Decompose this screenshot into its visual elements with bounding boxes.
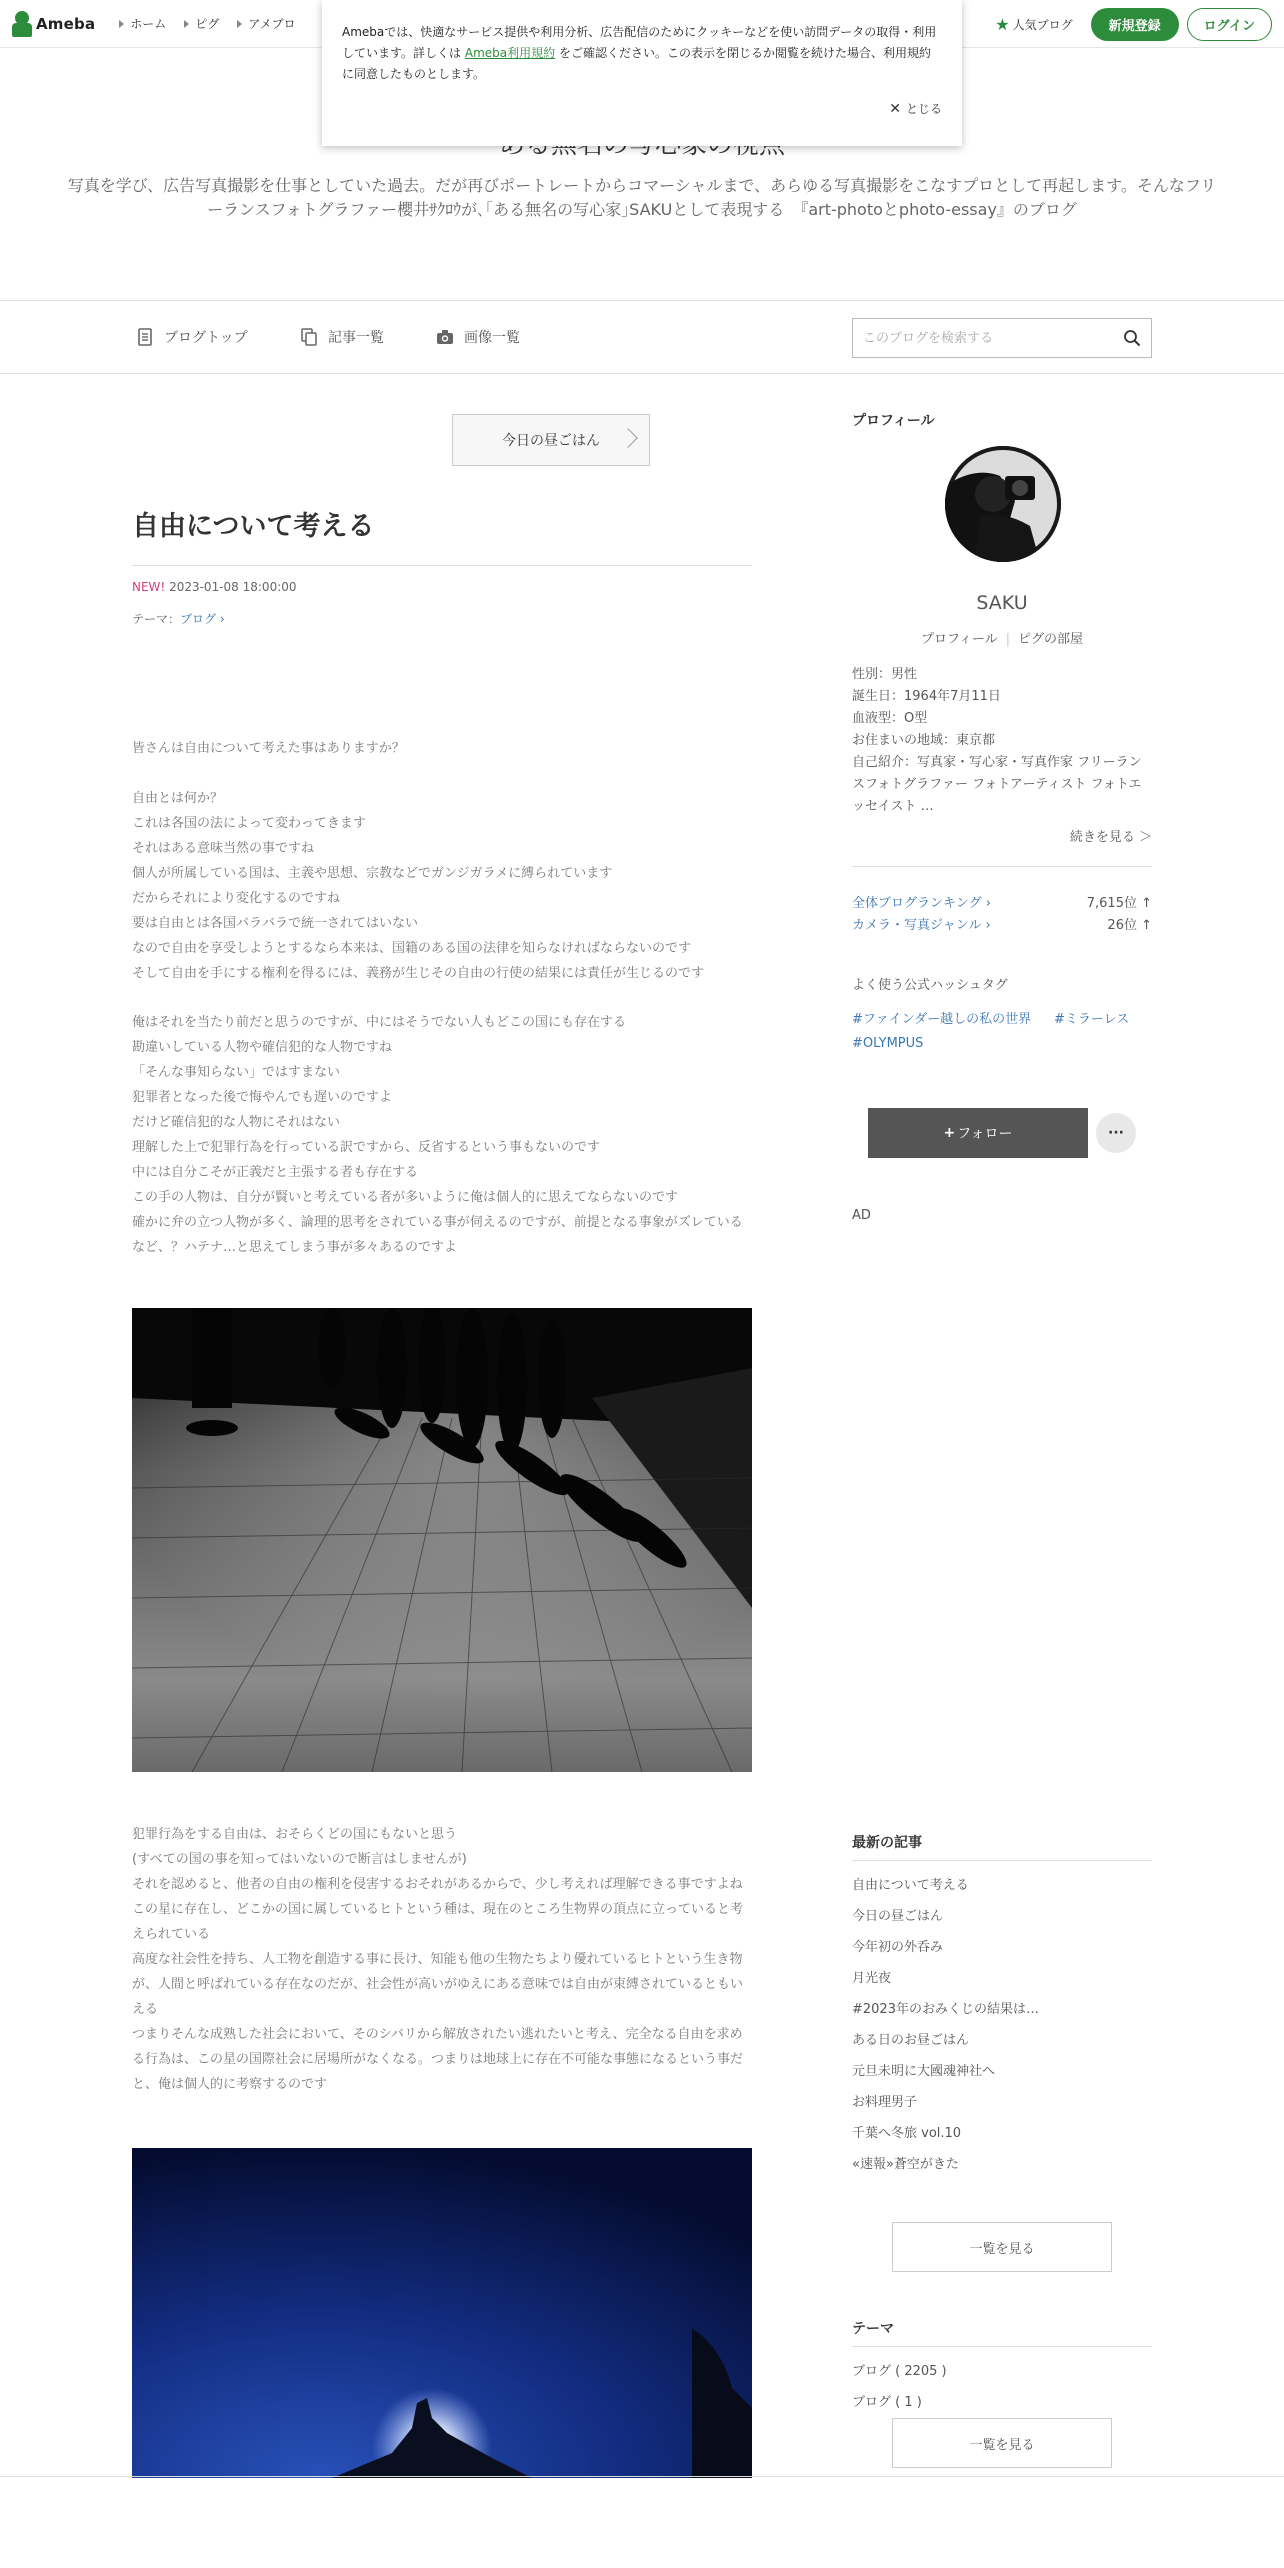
nav-ameblo-label: アメブロ — [248, 17, 296, 31]
nav-pig[interactable] — [184, 15, 219, 32]
blog-search-input[interactable] — [863, 331, 1123, 346]
hashtag-link[interactable]: #ミラーレス — [1054, 1012, 1130, 1027]
rank-all-link[interactable]: 全体ブログランキング › — [852, 896, 991, 911]
entry-meta — [132, 580, 297, 594]
rank-all-value: 7,615位 ↑ — [1086, 896, 1152, 911]
follow-button[interactable] — [868, 1108, 1088, 1158]
nav-blog-top[interactable] — [136, 327, 248, 347]
entry-theme — [132, 610, 225, 627]
nav-image-list-label: 画像一覧 — [464, 330, 520, 346]
theme-item[interactable]: ブログ ( 1 ) — [852, 2395, 922, 2410]
triangle-icon — [237, 20, 242, 28]
login-button[interactable]: ログイン — [1187, 8, 1272, 41]
profile-intro: 自己紹介：写真家・写心家・写真作家 フリーランスフォトグラファー フォトアーティスト フォトエッセイスト … — [852, 755, 1142, 814]
top-right-actions — [995, 8, 1272, 41]
entry-paragraph-2: 自由とは何か？ これは各国の法によって変わってきます それはある意味当然の事ですね 個人が所属している国は、主義や思想、宗教などでガンジガラメに縛られています だからそれにより変化するのですね 要は自由とは各国バラバラで統一されてはいない なので自由を享受しようとするなら本来は、国籍のある国の法律を知らなければならないのです そして自由を手にする権利を得るには、義務が生じその自由の行使の結果には責任が生じるのです — [132, 791, 705, 981]
rank-genre — [852, 914, 1152, 933]
new-badge: NEW! — [132, 580, 166, 594]
rank-all-label: 全体ブログランキング — [852, 896, 982, 911]
theme-link-label: ブログ — [180, 612, 217, 626]
ameba-logo[interactable] — [12, 11, 95, 37]
triangle-icon — [119, 20, 124, 28]
recent-entry-item[interactable]: 元旦未明に大國魂神社へ — [852, 2064, 996, 2079]
recent-entry-item[interactable]: «速報»蒼空がきた — [852, 2157, 959, 2172]
recent-entry-item[interactable]: 今日の昼ごはん — [852, 1909, 944, 1924]
avatar-image — [945, 446, 1061, 562]
copy-icon — [300, 328, 318, 346]
themes-more-button[interactable]: 一覧を見る — [892, 2418, 1112, 2468]
recent-entry-item[interactable]: 千葉へ冬旅 vol.10 — [852, 2126, 962, 2141]
divider — [852, 866, 1152, 867]
ameba-logo-icon — [12, 11, 32, 37]
profile-info — [852, 664, 1152, 818]
camera-icon — [436, 328, 454, 346]
nav-ameblo[interactable] — [237, 15, 295, 32]
link-separator: | — [1005, 632, 1011, 647]
rank-genre-label: カメラ・写真ジャンル — [852, 918, 982, 933]
recent-entry-item[interactable]: 今年初の外呑み — [852, 1940, 944, 1955]
recent-entry-item[interactable]: 月光夜 — [852, 1971, 892, 1986]
chevron-right-icon — [618, 428, 638, 448]
entry-paragraph-3: 俺はそれを当たり前だと思うのですが、中にはそうでない人もどこの国にも存在する 勘違いしている人物や確信犯的な人物ですね 「そんな事知らない」ではすまない 犯罪者となった後で悔やんでも遅いのですよ だけど確信犯的な人物にそれはない 理解した上で犯罪行為を行っている訳ですから、反省するという事もないのです 中には自分こそが正義だと主張する者も存在する この手の人物は、自分が賢いと考えている者が多いように俺は個人的に思えてならないのです 確かに弁の立つ人物が多く、論理的思考をされている事が伺えるのですが、前提となる事象がズレているなど、？ハテナ…と思えてしまう事が多々あるのですよ — [132, 1015, 743, 1255]
prev-entry-button[interactable] — [452, 414, 650, 466]
hashtag-title: よく使う公式ハッシュタグ — [852, 978, 1008, 993]
pig-room-link[interactable]: ピグの部屋 — [1018, 632, 1084, 647]
nav-entry-list-label: 記事一覧 — [328, 330, 384, 346]
nav-home[interactable] — [119, 15, 166, 32]
entry-paragraph-1: 皆さんは自由について考えた事はありますか？ — [132, 741, 405, 756]
rank-all — [852, 892, 1152, 911]
recent-entry-item[interactable]: #2023年のおみくじの結果は… — [852, 2002, 1039, 2017]
theme-prefix: テーマ： — [132, 612, 181, 626]
profile-link[interactable]: プロフィール — [920, 632, 998, 647]
profile-section-title: プロフィール — [852, 413, 935, 429]
cookie-close-label: とじる — [905, 102, 942, 116]
nav-home-label: ホーム — [130, 17, 167, 31]
recent-entries-title: 最新の記事 — [852, 1832, 1152, 1861]
star-icon: ★ — [995, 15, 1010, 34]
more-menu-button[interactable]: ··· — [1096, 1113, 1136, 1153]
recent-entry-item[interactable]: お料理男子 — [852, 2095, 918, 2110]
terms-link[interactable]: Ameba利用規約 — [464, 46, 556, 60]
profile-links — [852, 628, 1152, 647]
plus-icon: + — [943, 1125, 956, 1141]
theme-link[interactable]: ブログ › — [180, 612, 225, 626]
follow-label: フォロー — [957, 1126, 1013, 1142]
profile-avatar[interactable] — [945, 446, 1061, 562]
footer-divider — [0, 2476, 1284, 2477]
entry-date: 2023-01-08 18:00:00 — [169, 580, 297, 594]
logo-text: Ameba — [36, 14, 96, 33]
theme-item[interactable]: ブログ ( 2205 ) — [852, 2364, 947, 2379]
profile-more-link[interactable]: 続きを見る ＞ — [1069, 830, 1152, 845]
register-button[interactable]: 新規登録 — [1091, 8, 1179, 41]
cookie-banner — [322, 0, 962, 146]
profile-blood: 血液型：O型 — [852, 711, 928, 726]
popular-label: 人気ブログ — [1012, 18, 1073, 32]
profile-name[interactable]: SAKU — [976, 592, 1028, 614]
blog-nav — [0, 300, 1284, 374]
popular-blogs-link[interactable] — [995, 15, 1072, 34]
profile-area: お住まいの地域：東京都 — [852, 733, 996, 748]
recent-more-button[interactable]: 一覧を見る — [892, 2222, 1112, 2272]
cookie-text — [342, 22, 942, 85]
themes-title: テーマ — [852, 2318, 1152, 2347]
hashtag-link[interactable]: #ファインダー越しの私の世界 — [852, 1012, 1032, 1027]
cookie-text-2: をご確認ください。この表示を閉じるか閲覧を続けた場合、利用規約に同意したものとします。 — [342, 46, 931, 81]
entry-photo-sky[interactable] — [132, 2148, 752, 2478]
blog-search — [852, 318, 1152, 358]
profile-gender: 性別：男性 — [852, 667, 918, 682]
hashtag-link[interactable]: #OLYMPUS — [852, 1036, 924, 1051]
rank-genre-value: 26位 ↑ — [1107, 918, 1152, 933]
triangle-icon — [184, 20, 189, 28]
entry-paragraph-4: 犯罪行為をする自由は、おそらくどの国にもないと思う (すべての国の事を知ってはいないので断言はしませんが) それを認めると、他者の自由の権利を侵害するおそれがあるからで、少し考えれば理解できる事ですよね この星に存在し、どこかの国に属しているヒトという種は、現在のところ生物界の頂点に立っていると考えられている 高度な社会性を持ち、人工物を創造する事に長け、知能も他の生物たちより優れているヒトという生き物が、人間と呼ばれている存在なのだが、社会性が高いがゆえにある意味では自由が束縛されているともいえる つまりそんな成熟した社会において、そのシバリから解放されたい逃れたいと考え、完全なる自由を求める行為は、この星の国際社会に居場所がなくなる。つまりは地球上に存在不可能な事態になるという事だと、俺は個人的に考察するのです — [132, 1827, 744, 2092]
nav-pig-label: ピグ — [195, 17, 220, 31]
prev-entry-label: 今日の昼ごはん — [502, 433, 600, 449]
nav-entry-list[interactable] — [300, 327, 384, 347]
ad-label: AD — [852, 1208, 871, 1223]
profile-birthday: 誕生日：1964年7月11日 — [852, 689, 1001, 704]
photo-street-shadows — [132, 1308, 752, 1772]
close-icon: ✕ — [889, 100, 901, 117]
cookie-text-1: Amebaでは、快適なサービス提供や利用分析、広告配信のためにクッキーなどを使い訪問データの取得・利用しています。詳しくは — [342, 25, 937, 60]
recent-entry-item[interactable]: 自由について考える — [852, 1878, 969, 1893]
nav-image-list[interactable] — [436, 327, 520, 347]
entry-photo-shadows[interactable] — [132, 1308, 752, 1772]
search-icon[interactable] — [1123, 329, 1141, 347]
rank-genre-link[interactable]: カメラ・写真ジャンル › — [852, 918, 991, 933]
recent-entry-item[interactable]: ある日のお昼ごはん — [852, 2033, 970, 2048]
cookie-close-button[interactable] — [889, 100, 942, 117]
entry-title[interactable]: 自由について考える — [132, 504, 752, 566]
nav-blog-top-label: ブログトップ — [164, 330, 248, 346]
photo-blue-sky-sun — [132, 2148, 752, 2478]
blog-description: 写真を学び、広告写真撮影を仕事としていた過去。だが再びポートレートからコマーシャルまで、あらゆる写真撮影をこなすプロとして再起します。そんなフリーランスフォトグラファー櫻井ｻｸﾛｳが､｢ある無名の写心家｣SAKUとして表現する 『art-photoとphoto-essay』のブログ — [67, 176, 1217, 219]
document-icon — [136, 328, 154, 346]
